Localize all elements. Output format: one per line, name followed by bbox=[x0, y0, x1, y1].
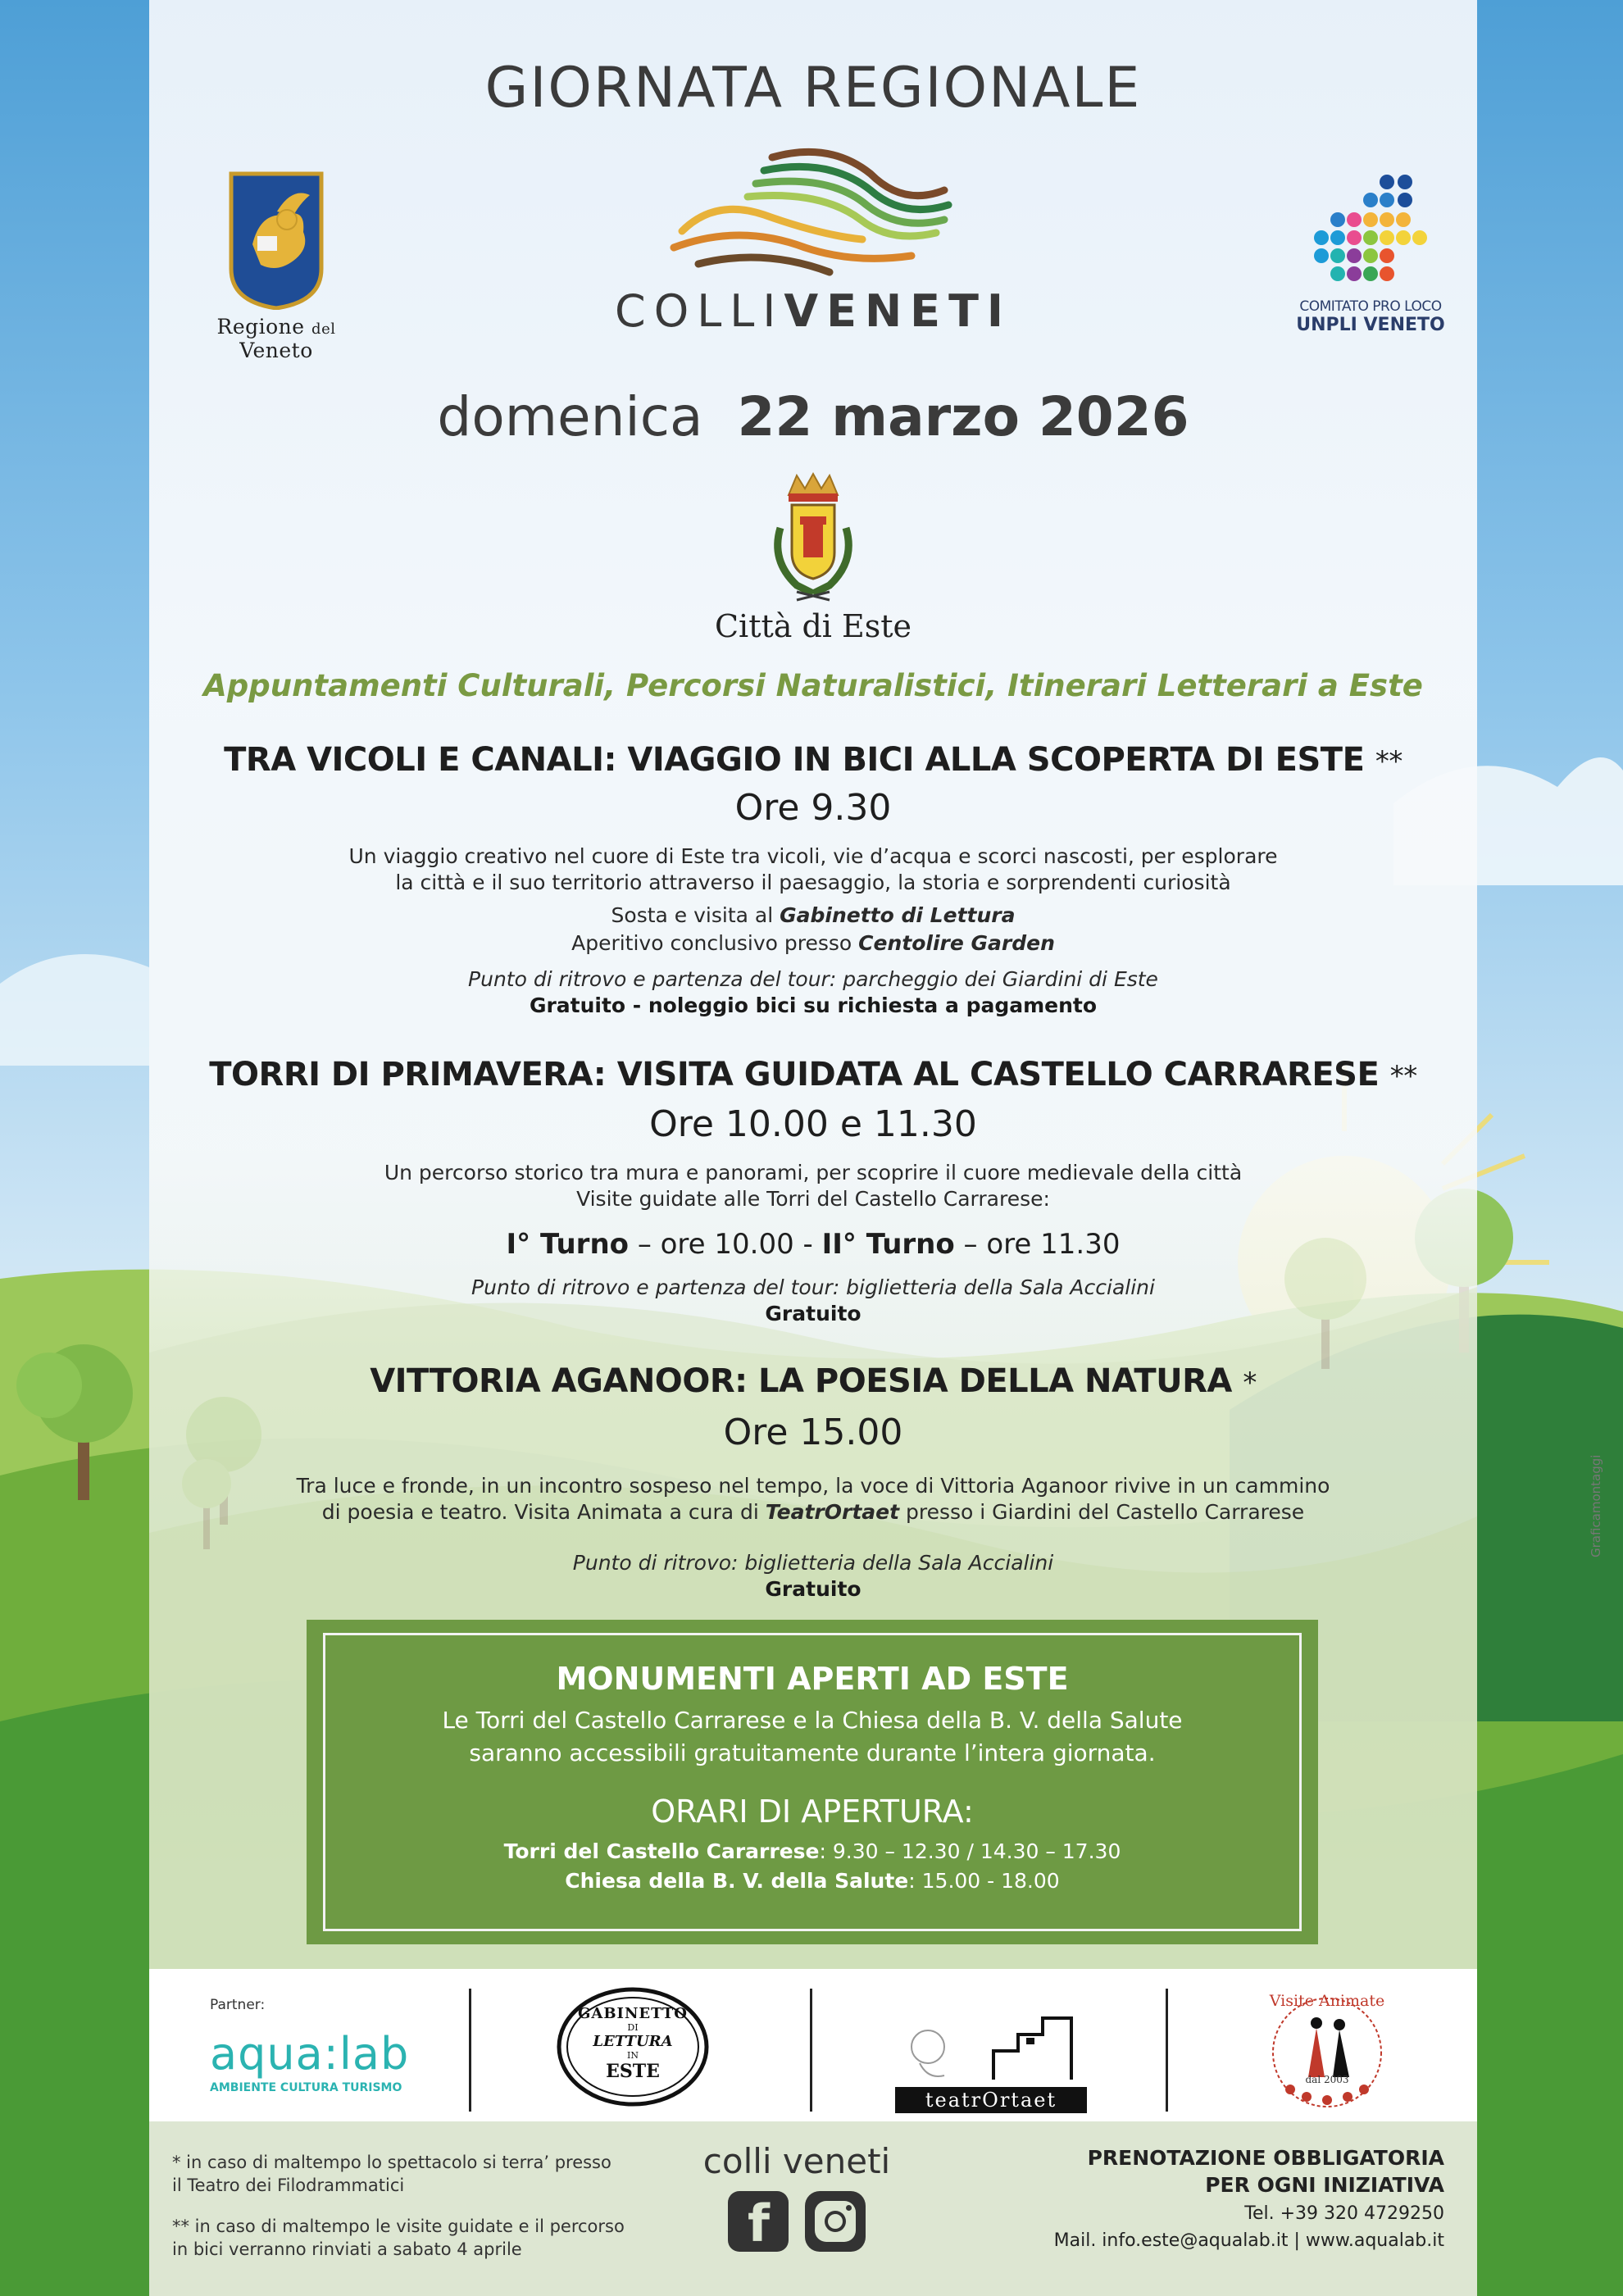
aqualab-tagline: AMBIENTE CULTURA TURISMO bbox=[210, 2081, 402, 2094]
region-name-del: del bbox=[311, 321, 336, 338]
region-name-1: Regione bbox=[216, 315, 305, 339]
monuments-title: MONUMENTI APERTI AD ESTE bbox=[556, 1661, 1069, 1697]
partner-divider-3 bbox=[1166, 1989, 1168, 2112]
hours-torri-value: : 9.30 – 12.30 / 14.30 – 17.30 bbox=[819, 1839, 1121, 1863]
event-2-turns bbox=[149, 1228, 1477, 1261]
event-1-title-text: TRA VICOLI E CANALI: VIAGGIO IN BICI ALLA SCOPERTA DI ESTE bbox=[224, 741, 1365, 779]
event-3-desc-2 bbox=[149, 1498, 1477, 1525]
note-1b: il Teatro dei Filodrammatici bbox=[172, 2176, 405, 2195]
note-2a: ** in caso di maltempo le visite guidate e il percorso bbox=[172, 2216, 625, 2236]
region-name-2: Veneto bbox=[239, 339, 313, 362]
instagram-icon[interactable] bbox=[805, 2191, 866, 2252]
booking-line-1: PRENOTAZIONE OBBLIGATORIA bbox=[1087, 2146, 1444, 2170]
footer bbox=[149, 2121, 1477, 2296]
event-1-aperitivo-pre: Aperitivo conclusivo presso bbox=[571, 931, 859, 955]
event-2-time: Ore 10.00 e 11.30 bbox=[649, 1103, 977, 1145]
program-subtitle: Appuntamenti Culturali, Percorsi Naturalistici, Itinerari Letterari a Este bbox=[203, 668, 1423, 703]
hours-chiesa-value: : 15.00 - 18.00 bbox=[908, 1869, 1060, 1893]
city-crest-icon bbox=[756, 471, 871, 607]
note-2b: in bici verranno rinviati a sabato 4 aprile bbox=[172, 2239, 522, 2259]
event-1-time: Ore 9.30 bbox=[734, 787, 892, 829]
event-3-desc-1: Tra luce e fronde, in un incontro sospeso nel tempo, la voce di Vittoria Aganoor rivive in un cammino bbox=[296, 1474, 1330, 1498]
brand-colli: COLLI bbox=[615, 285, 784, 337]
event-3-title bbox=[149, 1362, 1477, 1400]
booking-phone[interactable]: Tel. +39 320 4729250 bbox=[1244, 2203, 1444, 2224]
hours-torri bbox=[307, 1839, 1318, 1863]
event-1-price: Gratuito - noleggio bici su richiesta a pagamento bbox=[529, 993, 1098, 1017]
unpli-caption-2: UNPLI VENETO bbox=[1296, 315, 1445, 335]
event-1-title bbox=[149, 741, 1477, 779]
event-2-price: Gratuito bbox=[765, 1302, 862, 1325]
event-1-marker: ** bbox=[1375, 745, 1403, 778]
partner-label: Partner: bbox=[210, 1997, 266, 2013]
event-1-stop-pre: Sosta e visita al bbox=[611, 903, 780, 927]
turn-2-label: II° Turno bbox=[821, 1228, 955, 1261]
city-name: Città di Este bbox=[714, 608, 912, 644]
event-1-meeting: Punto di ritrovo e partenza del tour: parcheggio dei Giardini di Este bbox=[468, 967, 1158, 991]
event-2-title-text: TORRI DI PRIMAVERA: VISITA GUIDATA AL CASTELLO CARRARESE bbox=[209, 1056, 1380, 1093]
aqualab-name: aqua:lab bbox=[210, 2028, 410, 2080]
teatrortaet-logo[interactable] bbox=[887, 2002, 1092, 2112]
teatro-stairs-icon bbox=[887, 2002, 1092, 2084]
visite-animate-logo[interactable] bbox=[1257, 1987, 1397, 2110]
social-title: colli veneti bbox=[702, 2141, 891, 2181]
facebook-icon[interactable]: f bbox=[728, 2191, 789, 2252]
gabinetto-word-3: ESTE bbox=[606, 2061, 660, 2082]
social-block bbox=[674, 2141, 920, 2252]
gabinetto-word-di: DI bbox=[627, 2022, 639, 2033]
event-3-price: Gratuito bbox=[765, 1577, 862, 1601]
regione-veneto-logo bbox=[182, 170, 371, 362]
partner-divider-1 bbox=[469, 1989, 471, 2112]
event-3-company: TeatrOrtaet bbox=[765, 1500, 900, 1524]
visite-animate-name: Visite Animate bbox=[1269, 1992, 1385, 2010]
event-3-desc-2-pre: di poesia e teatro. Visita Animata a cura di bbox=[321, 1500, 766, 1524]
event-1-aperitivo-place: Centolire Garden bbox=[858, 931, 1055, 955]
turn-1-time: – ore 10.00 - bbox=[629, 1228, 822, 1261]
event-3-desc-2-post: presso i Giardini del Castello Carrarese bbox=[899, 1500, 1305, 1524]
monuments-line-2: saranno accessibili gratuitamente durante l’intera giornata. bbox=[469, 1739, 1156, 1766]
hills-swirl-icon bbox=[666, 141, 961, 280]
aqualab-logo[interactable] bbox=[210, 2028, 415, 2094]
teatrortaet-name: teatrOrtaet bbox=[895, 2087, 1087, 2113]
visite-animate-since: dal 2003 bbox=[1305, 2074, 1349, 2085]
event-2-desc-2: Visite guidate alle Torri del Castello Carrarese: bbox=[576, 1187, 1050, 1211]
booking-info bbox=[1054, 2146, 1444, 2251]
poster-panel bbox=[149, 0, 1477, 2296]
brand-veneti: VENETI bbox=[784, 285, 1012, 337]
gabinetto-word-2: LETTURA bbox=[593, 2033, 673, 2050]
este-crest bbox=[756, 471, 871, 610]
booking-mail[interactable]: Mail. info.este@aqualab.it | www.aqualab.it bbox=[1053, 2230, 1444, 2251]
colli-veneti-logo bbox=[608, 141, 1018, 337]
event-3-title-text: VITTORIA AGANOOR: LA POESIA DELLA NATURA bbox=[370, 1362, 1232, 1400]
event-3-meeting: Punto di ritrovo: biglietteria della Sala Accialini bbox=[572, 1551, 1054, 1575]
unpli-veneto-logo bbox=[1289, 172, 1453, 335]
event-1-stop-place: Gabinetto di Lettura bbox=[780, 903, 1016, 927]
event-1-desc-2: la città e il suo territorio attraverso il paesaggio, la storia e sorprendenti curiosità bbox=[395, 871, 1231, 894]
hours-chiesa bbox=[307, 1869, 1318, 1893]
event-3-marker: * bbox=[1243, 1366, 1257, 1399]
turn-2-time: – ore 11.30 bbox=[954, 1228, 1121, 1261]
graphic-credit: Graficamontaggi bbox=[1589, 1454, 1603, 1557]
event-2-meeting: Punto di ritrovo e partenza del tour: biglietteria della Sala Accialini bbox=[471, 1275, 1155, 1299]
unpli-caption-1: COMITATO PRO LOCO bbox=[1299, 298, 1442, 315]
gabinetto-lettura-logo[interactable] bbox=[555, 1985, 711, 2108]
dots-map-icon bbox=[1305, 172, 1436, 295]
hours-chiesa-label: Chiesa della B. V. della Salute bbox=[565, 1869, 909, 1893]
weather-notes bbox=[172, 2151, 625, 2261]
date-day: 22 marzo 2026 bbox=[737, 385, 1189, 448]
date-weekday: domenica bbox=[437, 385, 703, 448]
hours-title: ORARI DI APERTURA: bbox=[651, 1794, 974, 1830]
event-2-title bbox=[149, 1056, 1477, 1093]
partners-strip bbox=[149, 1969, 1477, 2121]
event-3-time: Ore 15.00 bbox=[723, 1412, 903, 1453]
turn-1-label: I° Turno bbox=[506, 1228, 630, 1261]
gabinetto-word-1: GABINETTO bbox=[578, 2005, 688, 2022]
lion-shield-icon bbox=[228, 170, 325, 310]
event-2-desc-1: Un percorso storico tra mura e panorami, per scoprire il cuore medievale della città bbox=[384, 1161, 1243, 1184]
note-1a: * in caso di maltempo lo spettacolo si terra’ presso bbox=[172, 2153, 611, 2172]
page-title: GIORNATA REGIONALE bbox=[484, 56, 1142, 120]
hours-torri-label: Torri del Castello Cararrese bbox=[503, 1839, 820, 1863]
monuments-box bbox=[307, 1620, 1318, 1944]
event-1-aperitivo bbox=[149, 930, 1477, 957]
monuments-line-1: Le Torri del Castello Carrarese e la Chiesa della B. V. della Salute bbox=[442, 1707, 1183, 1734]
booking-line-2: PER OGNI INIZIATIVA bbox=[1205, 2173, 1444, 2197]
event-1-desc-1: Un viaggio creativo nel cuore di Este tra vicoli, vie d’acqua e scorci nascosti, per esplorare bbox=[348, 844, 1278, 868]
partner-divider-2 bbox=[810, 1989, 812, 2112]
event-2-marker: ** bbox=[1389, 1060, 1417, 1093]
event-date bbox=[149, 385, 1477, 448]
event-1-stop bbox=[149, 902, 1477, 929]
gabinetto-word-in: IN bbox=[627, 2050, 639, 2061]
